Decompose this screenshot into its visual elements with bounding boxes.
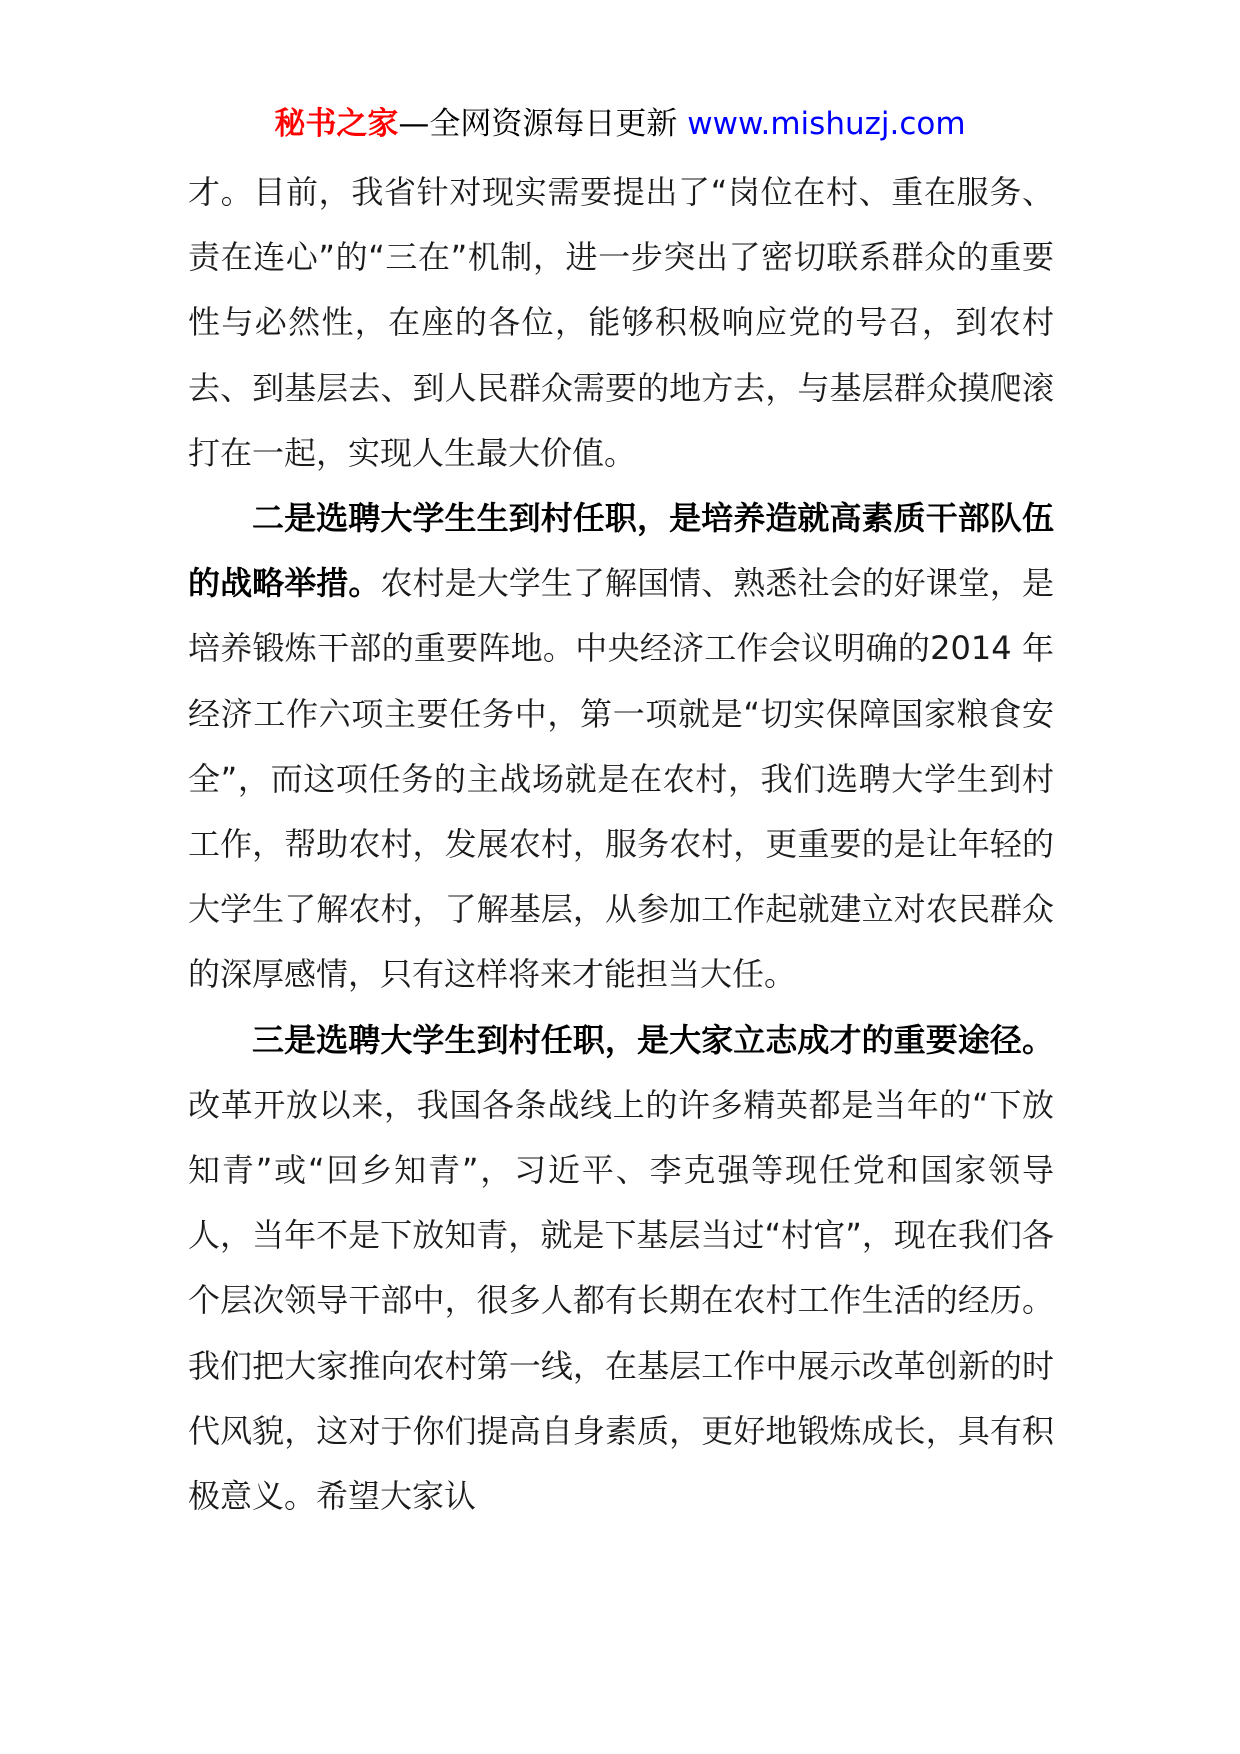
paragraph-text: 农村是大学生了解国情、熟悉社会的好课堂，是培养锻炼干部的重要阵地。中央经济工作会议明确的2014 年经济工作六项主要任务中，第一项就是“切实保障国家粮食安全”，而这项任务的主战场就是在农村，我们选聘大学生到村工作，帮助农村，发展农村，服务农村，更重要的是让年轻的大学生了解农村，了解基层，从参加工作起就建立对农民群众的深厚感情，只有这样将来才能担当大任。 (188, 564, 1054, 994)
paragraph-heading: 二是选聘大学生生到村任职，是培养造就高素质干部队伍的战略举措。 (188, 499, 1054, 603)
paragraph-point-two (188, 486, 1054, 1008)
paragraph-text: 才。目前，我省针对现实需要提出了“岗位在村、重在服务、责在连心”的“三在”机制，进一步突出了密切联系群众的重要性与必然性，在座的各位，能够积极响应党的号召，到农村去、到基层去、到人民群众需要的地方去，与基层群众摸爬滚打在一起，实现人生最大价值。 (188, 173, 1054, 472)
paragraph-point-three (188, 1008, 1054, 1530)
site-tagline: —全网资源每日更新 (398, 106, 678, 142)
paragraph-heading: 三是选聘大学生到村任职，是大家立志成才的重要途径。 (252, 1020, 1054, 1059)
paragraph-continuation (188, 160, 1054, 486)
site-brand: 秘书之家 (274, 106, 399, 142)
page-header (0, 100, 1240, 148)
site-url-link[interactable]: www.mishuzj.com (687, 106, 966, 142)
document-body (188, 160, 1054, 1529)
paragraph-text: 改革开放以来，我国各条战线上的许多精英都是当年的“下放知青”或“回乡知青”，习近平、李克强等现任党和国家领导人，当年不是下放知青，就是下基层当过“村官”，现在我们各个层次领导干部中，很多人都有长期在农村工作生活的经历。我们把大家推向农村第一线，在基层工作中展示改革创新的时代风貌，这对于你们提高自身素质，更好地锻炼成长，具有积极意义。希望大家认 (188, 1085, 1054, 1516)
